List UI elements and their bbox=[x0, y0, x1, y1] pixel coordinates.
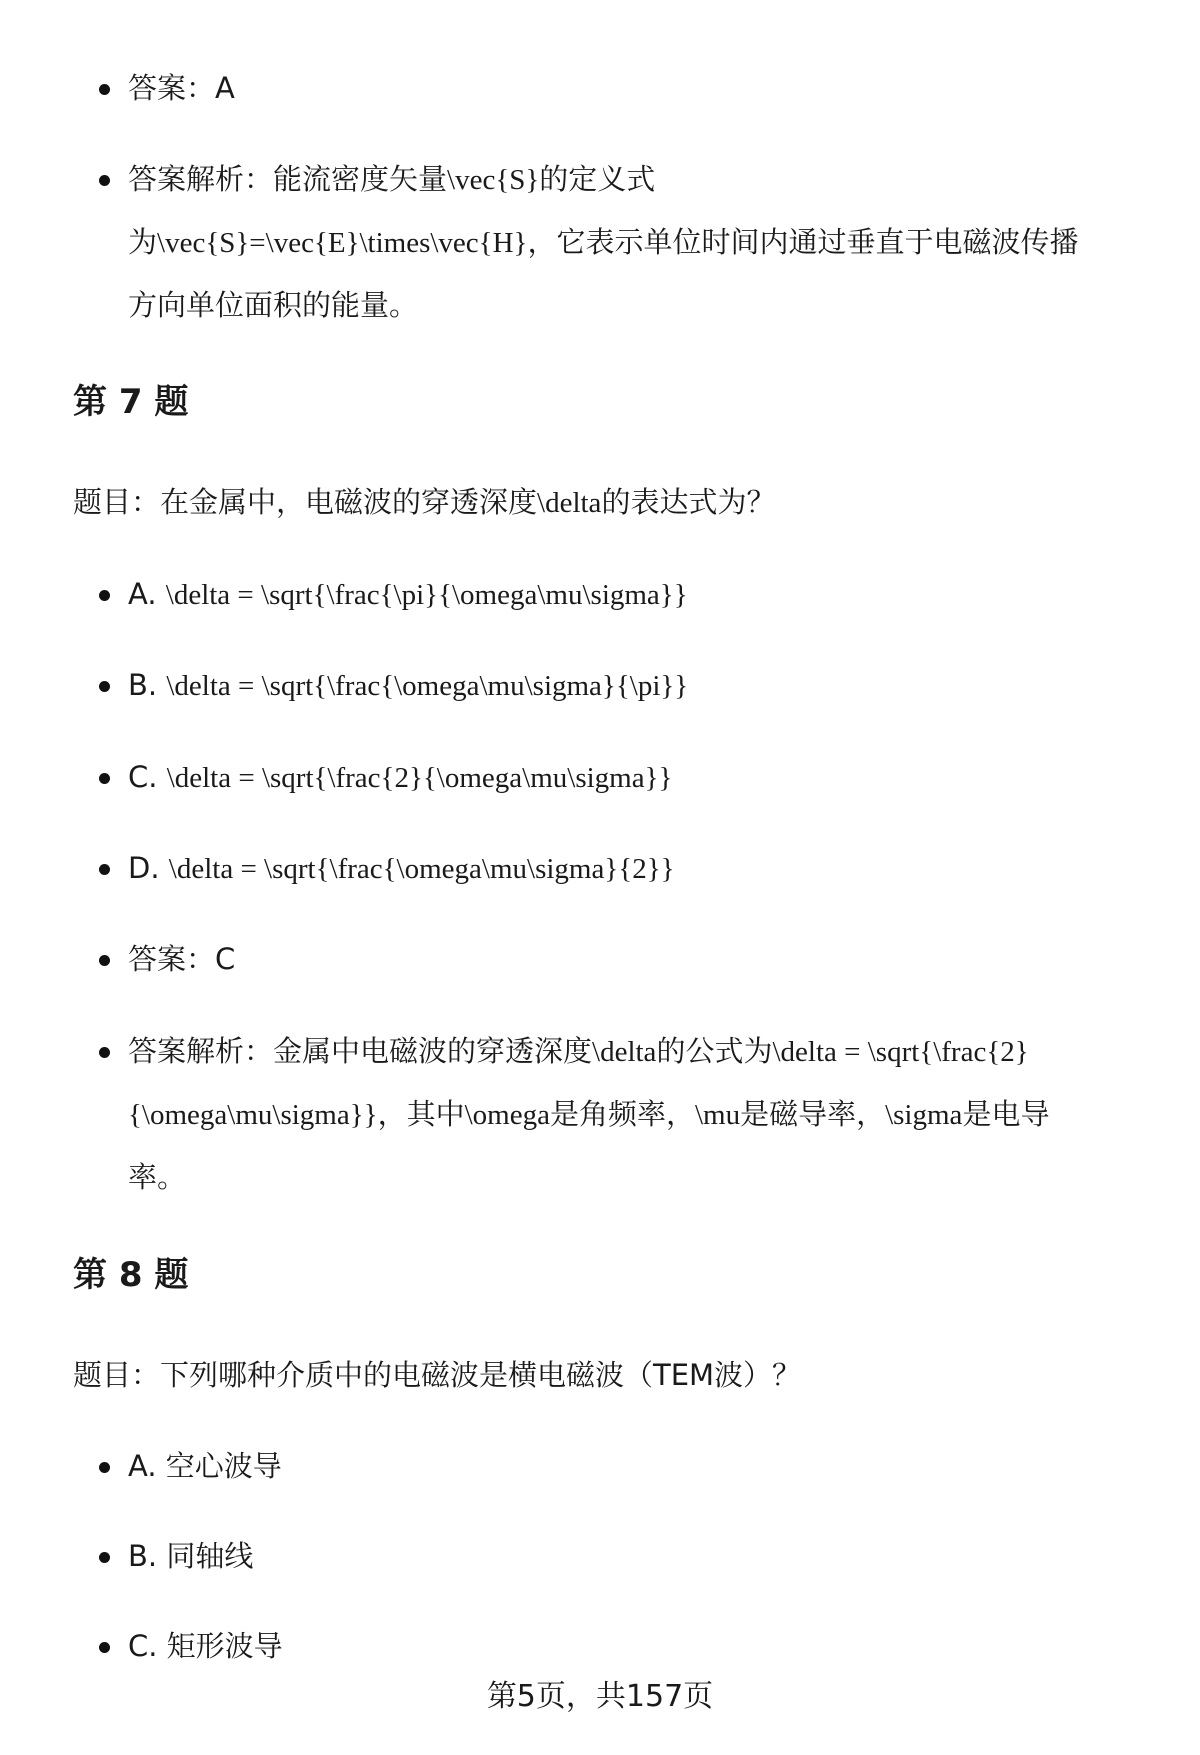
q8-option-b: B. 同轴线 bbox=[128, 1525, 1158, 1587]
q8-question: 题目：下列哪种介质中的电磁波是横电磁波（TEM波）？ bbox=[73, 1358, 802, 1392]
q7-option-a: A. \delta = \sqrt{\frac{\pi}{\omega\mu\sigma}} bbox=[128, 563, 1158, 626]
q7-analysis bbox=[128, 1020, 1158, 1208]
q6-analysis-line-3: 方向单位面积的能量。 bbox=[128, 288, 419, 322]
q6-analysis-line-2: 为\vec{S}=\vec{E}\times\vec{H}，它表示单位时间内通过垂直于电磁波传播 bbox=[128, 225, 1079, 259]
q8-option-a: A. 空心波导 bbox=[128, 1435, 1158, 1497]
q7-question: 题目：在金属中，电磁波的穿透深度\delta的表达式为？ bbox=[73, 485, 776, 519]
q7-heading: 第 7 题 bbox=[73, 382, 189, 422]
q6-analysis bbox=[128, 148, 1158, 336]
q8-option-c: C. 矩形波导 bbox=[128, 1615, 1158, 1677]
q6-analysis-line-1: 答案解析：能流密度矢量\vec{S}的定义式 bbox=[128, 162, 656, 196]
q7-analysis-line-2: {\omega\mu\sigma}}，其中\omega是角频率，\mu是磁导率，\sigma是电导 bbox=[128, 1097, 1050, 1131]
page-number-footer: 第5页，共157页 bbox=[486, 1679, 714, 1714]
q7-option-c: C. \delta = \sqrt{\frac{2}{\omega\mu\sigma}} bbox=[128, 746, 1158, 809]
q7-option-b: B. \delta = \sqrt{\frac{\omega\mu\sigma}{\pi}} bbox=[128, 654, 1158, 717]
q7-answer: 答案：C bbox=[128, 928, 1158, 990]
q8-heading: 第 8 题 bbox=[73, 1255, 189, 1295]
q7-analysis-line-1: 答案解析：金属中电磁波的穿透深度\delta的公式为\delta = \sqrt{\frac{2} bbox=[128, 1034, 1029, 1068]
q7-analysis-line-3: 率。 bbox=[128, 1160, 187, 1194]
q7-option-d: D. \delta = \sqrt{\frac{\omega\mu\sigma}{2}} bbox=[128, 837, 1158, 900]
q6-answer: 答案：A bbox=[128, 57, 1158, 119]
